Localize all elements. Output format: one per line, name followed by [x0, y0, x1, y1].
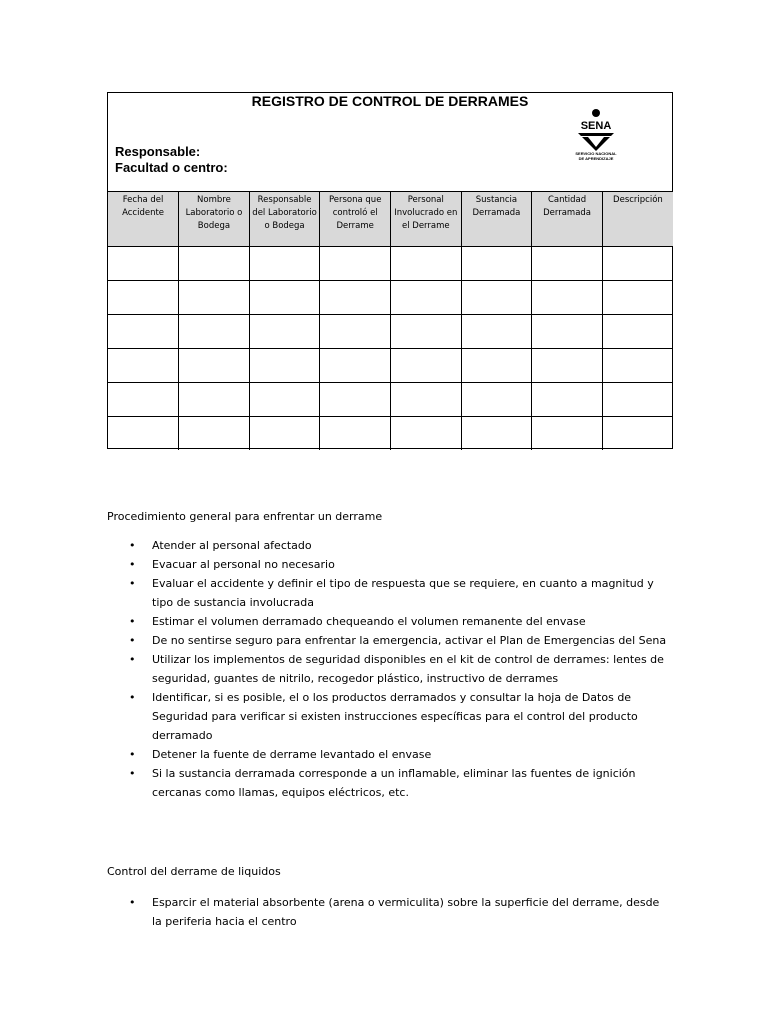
table-cell[interactable]	[461, 247, 532, 281]
table-cell[interactable]	[179, 281, 250, 315]
table-cell[interactable]	[320, 281, 391, 315]
table-cell[interactable]	[179, 383, 250, 417]
table-row	[108, 281, 673, 315]
column-header: Cantidad Derramada	[532, 192, 603, 247]
table-cell[interactable]	[532, 281, 603, 315]
list-item-text: Evacuar al personal no necesario	[152, 558, 335, 571]
responsable-label: Responsable:	[115, 144, 201, 159]
table-cell[interactable]	[108, 349, 179, 383]
list-item	[107, 574, 667, 612]
sena-logo	[566, 107, 626, 163]
bullet-icon: •	[129, 896, 136, 909]
table-cell[interactable]	[391, 315, 462, 349]
column-header: Sustancia Derramada	[461, 192, 532, 247]
table-cell[interactable]	[249, 281, 320, 315]
table-header-row	[108, 192, 673, 247]
list-item	[107, 688, 667, 745]
bullet-icon: •	[129, 615, 136, 628]
list-item	[107, 612, 667, 631]
list-item-text: Si la sustancia derramada corresponde a un inflamable, eliminar las fuentes de ignición cercanas como llamas, equipos eléctricos, etc.	[152, 767, 636, 799]
liquid-control-list	[107, 893, 667, 931]
table-cell[interactable]	[320, 247, 391, 281]
table-cell[interactable]	[391, 383, 462, 417]
section-heading-general-procedure: Procedimiento general para enfrentar un derrame	[107, 510, 383, 523]
table-cell[interactable]	[532, 383, 603, 417]
sena-logo-text: SENA	[580, 120, 612, 132]
table-cell[interactable]	[108, 417, 179, 451]
column-header: Descripción	[602, 192, 673, 247]
facultad-label: Facultad o centro:	[115, 160, 228, 175]
list-item-text: Detener la fuente de derrame levantado el envase	[152, 748, 432, 761]
table-cell[interactable]	[391, 247, 462, 281]
list-item	[107, 650, 667, 688]
bullet-icon: •	[129, 577, 136, 590]
table-cell[interactable]	[602, 383, 673, 417]
table-row	[108, 247, 673, 281]
list-item-text: Evaluar el accidente y definir el tipo de respuesta que se requiere, en cuanto a magnitud y tipo de sustancia involucrada	[152, 577, 654, 609]
bullet-icon: •	[129, 767, 136, 780]
table-cell[interactable]	[249, 383, 320, 417]
bullet-icon: •	[129, 653, 136, 666]
table-cell[interactable]	[391, 349, 462, 383]
list-item-text: Atender al personal afectado	[152, 539, 312, 552]
spill-register-table	[108, 191, 673, 450]
table-cell[interactable]	[602, 315, 673, 349]
table-cell[interactable]	[532, 417, 603, 451]
logo-subtitle-2: DE APRENDIZAJE	[578, 156, 614, 161]
table-cell[interactable]	[179, 417, 250, 451]
table-cell[interactable]	[320, 349, 391, 383]
list-item-text: De no sentirse seguro para enfrentar la emergencia, activar el Plan de Emergencias del Sena	[152, 634, 667, 647]
table-cell[interactable]	[461, 383, 532, 417]
column-header: Nombre Laboratorio o Bodega	[179, 192, 250, 247]
table-cell[interactable]	[461, 417, 532, 451]
form-fields	[115, 144, 228, 176]
bullet-icon: •	[129, 539, 136, 552]
bullet-icon: •	[129, 748, 136, 761]
list-item	[107, 893, 667, 931]
table-cell[interactable]	[249, 349, 320, 383]
list-item	[107, 764, 667, 802]
bullet-icon: •	[129, 634, 136, 647]
table-row	[108, 349, 673, 383]
column-header: Responsable del Laboratorio o Bodega	[249, 192, 320, 247]
list-item-text: Estimar el volumen derramado chequeando el volumen remanente del envase	[152, 615, 586, 628]
table-cell[interactable]	[391, 417, 462, 451]
form-title: REGISTRO DE CONTROL DE DERRAMES	[251, 93, 529, 109]
column-header: Fecha del Accidente	[108, 192, 179, 247]
table-cell[interactable]	[179, 247, 250, 281]
table-row	[108, 315, 673, 349]
table-cell[interactable]	[320, 417, 391, 451]
table-cell[interactable]	[249, 315, 320, 349]
table-cell[interactable]	[461, 281, 532, 315]
general-procedure-list	[107, 536, 667, 802]
bullet-icon: •	[129, 691, 136, 704]
sena-logo-icon	[566, 107, 626, 151]
table-row	[108, 417, 673, 451]
table-cell[interactable]	[602, 349, 673, 383]
table-cell[interactable]	[532, 349, 603, 383]
table-cell[interactable]	[602, 247, 673, 281]
table-cell[interactable]	[461, 349, 532, 383]
bullet-icon: •	[129, 558, 136, 571]
table-cell[interactable]	[249, 417, 320, 451]
table-cell[interactable]	[108, 383, 179, 417]
table-body	[108, 247, 673, 451]
table-cell[interactable]	[108, 247, 179, 281]
table-cell[interactable]	[602, 281, 673, 315]
list-item	[107, 536, 667, 555]
table-cell[interactable]	[108, 281, 179, 315]
list-item	[107, 631, 667, 650]
list-item-text: Identificar, si es posible, el o los productos derramados y consultar la hoja de Datos de Seguridad para verificar si existen instrucciones específicas para el control del producto derramado	[152, 691, 638, 742]
table-cell[interactable]	[320, 315, 391, 349]
table-row	[108, 383, 673, 417]
spill-control-form	[107, 92, 673, 449]
table-cell[interactable]	[391, 281, 462, 315]
column-header: Personal Involucrado en el Derrame	[391, 192, 462, 247]
section-heading-liquid-control: Control del derrame de liquidos	[107, 865, 281, 878]
table-cell[interactable]	[532, 247, 603, 281]
table-cell[interactable]	[532, 315, 603, 349]
list-item	[107, 745, 667, 764]
list-item-text: Utilizar los implementos de seguridad disponibles en el kit de control de derrames: lentes de seguridad, guantes de nitrilo, recogedor plástico, instructivo de derrames	[152, 653, 664, 685]
table-cell[interactable]	[602, 417, 673, 451]
table-cell[interactable]	[179, 315, 250, 349]
table-cell[interactable]	[179, 349, 250, 383]
table-cell[interactable]	[249, 247, 320, 281]
table-cell[interactable]	[461, 315, 532, 349]
table-cell[interactable]	[108, 315, 179, 349]
list-item-text: Esparcir el material absorbente (arena o vermiculita) sobre la superficie del derrame, desde la periferia hacia el centro	[152, 896, 660, 928]
column-header: Persona que controló el Derrame	[320, 192, 391, 247]
logo-subtitle-1: SERVICIO NACIONAL	[575, 151, 617, 156]
list-item	[107, 555, 667, 574]
table-cell[interactable]	[320, 383, 391, 417]
